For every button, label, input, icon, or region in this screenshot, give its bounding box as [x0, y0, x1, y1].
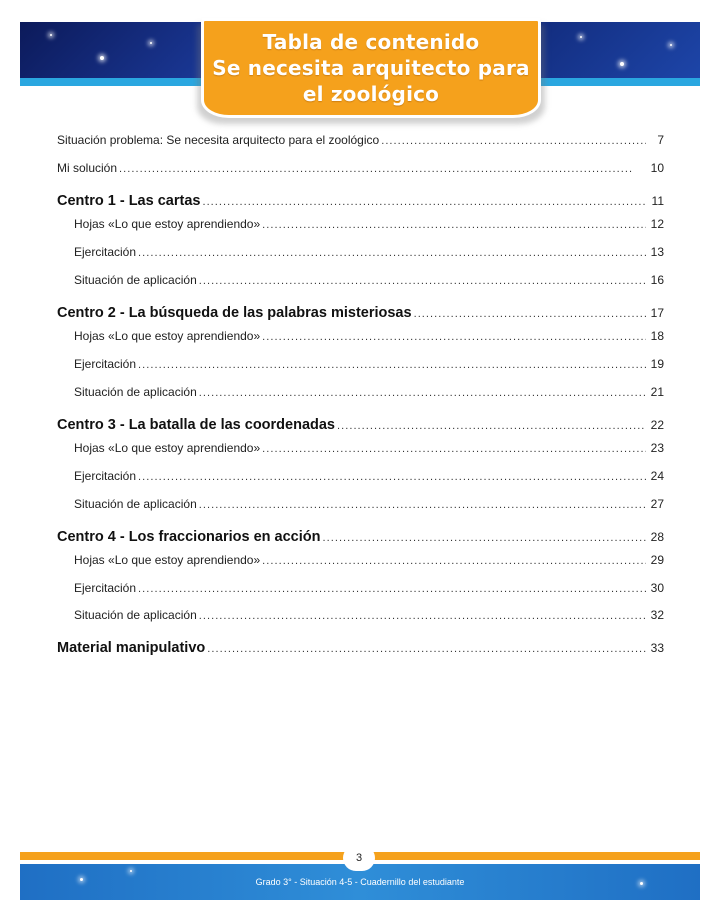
- star-decoration: [580, 36, 582, 38]
- toc-entry-label: Ejercitación: [74, 581, 137, 595]
- toc-dot-leader: [381, 135, 646, 147]
- toc-dot-leader: [199, 387, 646, 399]
- title-line-1: Tabla de contenido: [262, 30, 480, 54]
- toc-entry: [57, 273, 664, 287]
- toc-page-number: 28: [650, 530, 664, 544]
- toc-dot-leader: [138, 583, 646, 595]
- toc-dot-leader: [323, 532, 647, 544]
- toc-entry: [57, 497, 664, 511]
- star-decoration: [670, 44, 672, 46]
- toc-section-heading: [57, 193, 664, 209]
- footer-text: Grado 3° - Situación 4-5 - Cuadernillo del estudiante: [255, 877, 465, 887]
- toc-section-heading: [57, 529, 664, 545]
- toc-page-number: 24: [650, 469, 664, 483]
- toc-dot-leader: [337, 420, 646, 432]
- toc-page-number: 21: [650, 385, 664, 399]
- page-number: 3: [343, 845, 375, 871]
- toc-entry: [57, 553, 664, 567]
- star-decoration: [100, 56, 104, 60]
- toc-dot-leader: [199, 610, 646, 622]
- toc-page-number: 18: [650, 329, 664, 343]
- toc-page-number: 16: [650, 273, 664, 287]
- toc-entry-label: Hojas «Lo que estoy aprendiendo»: [74, 329, 261, 343]
- toc-page-number: 32: [650, 608, 664, 622]
- title-banner: [201, 18, 541, 118]
- toc-page-number: 22: [650, 418, 664, 432]
- toc-entry: [57, 245, 664, 259]
- toc-dot-leader: [199, 499, 646, 511]
- toc-entry: [57, 608, 664, 622]
- toc-dot-leader: [414, 308, 646, 320]
- toc-entry: [57, 581, 664, 595]
- toc-page-number: 11: [651, 194, 664, 208]
- toc-entry-label: Situación problema: Se necesita arquitecto para el zoológico: [57, 133, 380, 147]
- toc-page-number: 29: [650, 553, 664, 567]
- toc-entry: [57, 133, 664, 147]
- toc-dot-leader: [262, 331, 646, 343]
- toc-entry: [57, 441, 664, 455]
- toc-entry: [57, 469, 664, 483]
- toc-dot-leader: [138, 359, 646, 371]
- toc-entry: [57, 329, 664, 343]
- toc-section-heading: [57, 305, 664, 321]
- toc-entry-label: Situación de aplicación: [74, 385, 197, 399]
- toc-entry-label: Hojas «Lo que estoy aprendiendo»: [74, 441, 261, 455]
- star-decoration: [50, 34, 52, 36]
- toc-page-number: 33: [650, 641, 664, 655]
- toc-page-number: 30: [650, 581, 664, 595]
- toc-dot-leader: [119, 163, 646, 175]
- toc-entry: [57, 385, 664, 399]
- toc-entry-label: Situación de aplicación: [74, 497, 197, 511]
- toc-dot-leader: [202, 196, 646, 208]
- toc-dot-leader: [262, 555, 646, 567]
- toc-page-number: 23: [650, 441, 664, 455]
- toc-entry-label: Ejercitación: [74, 469, 137, 483]
- toc-entry: [57, 161, 664, 175]
- toc-page-number: 10: [650, 161, 664, 175]
- toc-page-number: 13: [650, 245, 664, 259]
- toc-entry-label: Mi solución: [57, 161, 118, 175]
- toc-entry-label: Material manipulativo: [57, 640, 206, 656]
- toc-entry: [57, 217, 664, 231]
- toc-section-heading: [57, 417, 664, 433]
- toc-page-number: 27: [650, 497, 664, 511]
- toc-page-number: 7: [657, 133, 664, 147]
- toc-dot-leader: [199, 275, 646, 287]
- toc-page-number: 17: [650, 306, 664, 320]
- toc-entry-label: Situación de aplicación: [74, 273, 197, 287]
- toc-entry-label: Centro 1 - Las cartas: [57, 193, 201, 209]
- toc-entry-label: Situación de aplicación: [74, 608, 197, 622]
- toc-entry: [57, 357, 664, 371]
- star-decoration: [150, 42, 152, 44]
- toc-dot-leader: [262, 443, 646, 455]
- toc-page-number: 12: [650, 217, 664, 231]
- toc-entry-label: Ejercitación: [74, 357, 137, 371]
- title-line-3: el zoológico: [302, 82, 440, 106]
- toc-dot-leader: [138, 471, 646, 483]
- star-decoration: [620, 62, 624, 66]
- toc-entry-label: Centro 4 - Los fraccionarios en acción: [57, 529, 321, 545]
- star-decoration: [130, 870, 132, 872]
- toc-dot-leader: [138, 247, 646, 259]
- toc-dot-leader: [262, 219, 646, 231]
- toc-entry-label: Hojas «Lo que estoy aprendiendo»: [74, 553, 261, 567]
- toc-entry-label: Centro 3 - La batalla de las coordenadas: [57, 417, 335, 433]
- toc-section-heading: [57, 640, 664, 656]
- toc-dot-leader: [207, 643, 646, 655]
- toc-entry-label: Hojas «Lo que estoy aprendiendo»: [74, 217, 261, 231]
- toc-entry-label: Centro 2 - La búsqueda de las palabras misteriosas: [57, 305, 412, 321]
- toc-page-number: 19: [650, 357, 664, 371]
- title-line-2: Se necesita arquitecto para: [212, 56, 530, 80]
- toc-entry-label: Ejercitación: [74, 245, 137, 259]
